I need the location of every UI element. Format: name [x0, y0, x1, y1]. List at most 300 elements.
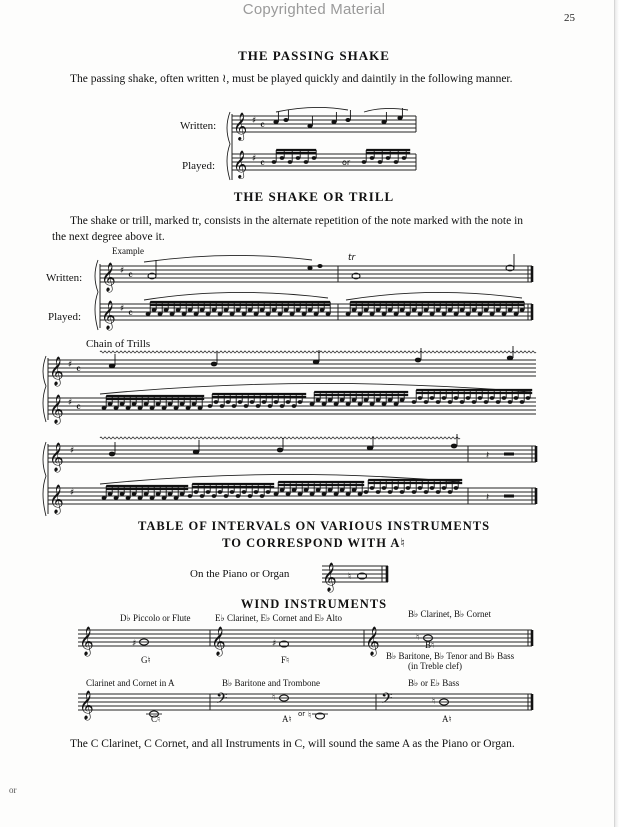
note-head [146, 312, 151, 316]
svg-text:𝄽: 𝄽 [486, 492, 490, 503]
note-head [200, 494, 205, 498]
note-head [472, 400, 477, 404]
svg-text:𝄴: 𝄴 [76, 363, 81, 376]
note-head [370, 402, 375, 406]
note-head [138, 406, 143, 410]
note-head [406, 312, 411, 316]
note-head [126, 406, 131, 410]
note-head [442, 486, 447, 490]
note-head [224, 308, 229, 312]
intervals-title-line1: TABLE OF INTERVALS ON VARIOUS INSTRUMENTS [137, 519, 491, 533]
note-head [298, 400, 303, 404]
note-head [230, 490, 235, 494]
note-head [278, 312, 283, 316]
note-head [406, 486, 411, 490]
note-head [114, 406, 119, 410]
note-head [296, 308, 301, 312]
note-head [326, 312, 331, 316]
note-head [430, 396, 435, 400]
note-head [108, 492, 113, 496]
svg-text:𝄴: 𝄴 [76, 401, 81, 414]
svg-text:𝄞: 𝄞 [49, 484, 64, 513]
note-head [370, 156, 375, 160]
note-head [370, 312, 375, 316]
note-head [180, 402, 185, 406]
note-head [292, 488, 297, 492]
note-head [109, 452, 115, 457]
note-head [460, 308, 465, 312]
svg-text:♮: ♮ [308, 711, 312, 721]
note-head [496, 400, 501, 404]
row1-note-1: G♮ [141, 655, 151, 665]
note-head [214, 400, 219, 404]
note-head [206, 312, 211, 316]
note-head [256, 404, 261, 408]
note-head [320, 308, 325, 312]
svg-text:𝄞: 𝄞 [49, 442, 64, 471]
svg-text:♯: ♯ [70, 446, 75, 456]
note-head [436, 308, 441, 312]
note-head [226, 400, 231, 404]
note-head [176, 308, 181, 312]
note-head [402, 156, 407, 160]
note-head [490, 396, 495, 400]
note-head [376, 398, 381, 402]
svg-text:𝄞: 𝄞 [49, 394, 64, 423]
note-head [272, 160, 277, 164]
svg-text:𝄞: 𝄞 [365, 626, 380, 655]
note-head [490, 312, 495, 316]
note-head [193, 450, 199, 455]
note-head [288, 160, 293, 164]
intervals-title-line2: TO CORRESPOND WITH A♮ [222, 536, 406, 550]
note-head [164, 308, 169, 312]
note-head [248, 308, 253, 312]
note-head [367, 446, 373, 451]
note-head [316, 488, 321, 492]
note-head [307, 124, 312, 128]
copyright-watermark: Copyrighted Material [242, 1, 386, 18]
note-head [340, 398, 345, 402]
note-head [460, 400, 465, 404]
note-head [436, 490, 441, 494]
note-head [156, 402, 161, 406]
note-head [394, 402, 399, 406]
row2-instrument-2: B♭ Baritone and Trombone [222, 678, 320, 688]
note-head [260, 494, 265, 498]
svg-text:𝄢: 𝄢 [216, 690, 228, 711]
note-head [277, 448, 283, 453]
note-head [424, 308, 429, 312]
note-head [208, 404, 213, 408]
note-head [236, 494, 241, 498]
note-head [109, 364, 115, 369]
note-head [345, 118, 350, 122]
note-head [331, 120, 336, 124]
svg-text:𝄞: 𝄞 [79, 690, 94, 719]
passing-written-label: Written: [180, 120, 217, 132]
note-head [400, 398, 405, 402]
note-head [292, 404, 297, 408]
svg-text:♯: ♯ [68, 398, 73, 408]
note-head [496, 308, 501, 312]
note-head [138, 496, 143, 500]
note-head [224, 494, 229, 498]
svg-text:♯: ♯ [132, 639, 137, 649]
note-head [412, 490, 417, 494]
note-head [280, 156, 285, 160]
note-head [400, 490, 405, 494]
row2-note-3: A♮ [442, 714, 452, 724]
note-head [340, 488, 345, 492]
note-head [388, 490, 393, 494]
piano-organ-label: On the Piano or Organ [190, 568, 290, 580]
svg-text:♯: ♯ [120, 304, 125, 314]
note-head [212, 308, 217, 312]
note-head [182, 312, 187, 316]
note-head [362, 160, 367, 164]
note-head [232, 404, 237, 408]
note-head [150, 496, 155, 500]
note-head [386, 156, 391, 160]
note-head [298, 492, 303, 496]
note-head [502, 312, 507, 316]
note-head [388, 308, 393, 312]
note-head [152, 308, 157, 312]
note-head [218, 312, 223, 316]
trill-played-label: Played: [48, 311, 81, 323]
note-head [448, 400, 453, 404]
svg-text:♯: ♯ [252, 154, 257, 164]
svg-text:𝄴: 𝄴 [128, 307, 133, 320]
note-head [454, 312, 459, 316]
note-head [472, 308, 477, 312]
note-head [304, 488, 309, 492]
note-head [144, 402, 149, 406]
note-head [346, 492, 351, 496]
note-head [328, 488, 333, 492]
chain-of-trills-music-1 [40, 348, 540, 428]
note-head [484, 400, 489, 404]
note-head [418, 486, 423, 490]
note-head [242, 490, 247, 494]
note-head [400, 308, 405, 312]
passing-or-mark: or [342, 158, 351, 167]
note-head [274, 492, 279, 496]
note-head [376, 490, 381, 494]
note-head [174, 406, 179, 410]
trill-text: The shake or trill, marked tr, consists in the alternate repetition of the note marked with the note in the next degree above it. [52, 215, 524, 243]
svg-text:𝄞: 𝄞 [322, 562, 337, 591]
svg-text:𝄴: 𝄴 [260, 157, 265, 170]
note-head [382, 402, 387, 406]
piano-organ-staff [318, 560, 398, 592]
note-head [230, 312, 235, 316]
svg-text:𝄞: 𝄞 [101, 262, 116, 291]
note-head [412, 308, 417, 312]
row2-instrument-1: Clarinet and Cornet in A [86, 678, 175, 688]
note-head [397, 116, 402, 120]
note-head [442, 396, 447, 400]
note-head [412, 400, 417, 404]
row1-note-3: B♮ [425, 640, 435, 650]
svg-text:𝄞: 𝄞 [101, 300, 116, 329]
svg-text:𝄢: 𝄢 [381, 690, 393, 711]
note-head [364, 398, 369, 402]
note-head [198, 406, 203, 410]
row1-instrument-3: B♭ Clarinet, B♭ Cornet [408, 609, 491, 619]
row1-instrument-1: D♭ Piccolo or Flute [120, 613, 191, 623]
note-head [262, 400, 267, 404]
page-edge [614, 0, 628, 827]
passing-played-label: Played: [182, 160, 215, 172]
intervals-footer-text: The C Clarinet, C Cornet, and all Instruments in C, will sound the same A as the Piano or Organ. [70, 738, 515, 750]
note-head [212, 494, 217, 498]
svg-text:♯: ♯ [70, 488, 75, 498]
chain-of-trills-label: Chain of Trills [86, 338, 151, 350]
note-head [174, 496, 179, 500]
note-head [218, 490, 223, 494]
svg-text:𝄞: 𝄞 [233, 112, 248, 140]
note-head [451, 444, 457, 449]
svg-text:𝄞: 𝄞 [211, 626, 226, 655]
note-head [352, 308, 357, 312]
note-head [514, 312, 519, 316]
note-head [248, 494, 253, 498]
svg-text:𝄞: 𝄞 [79, 626, 94, 655]
svg-text:or: or [298, 710, 306, 718]
note-head [436, 400, 441, 404]
chain-of-trills-music-2 [40, 432, 540, 522]
trill-written-label: Written: [46, 272, 83, 284]
note-head [200, 308, 205, 312]
note-head [394, 160, 399, 164]
note-head [418, 396, 423, 400]
note-head [272, 308, 277, 312]
note-head [520, 400, 525, 404]
note-head [364, 308, 369, 312]
note-head [283, 118, 288, 122]
note-head [274, 400, 279, 404]
note-head [526, 396, 531, 400]
note-head [507, 356, 513, 361]
note-head [478, 312, 483, 316]
note-head [192, 402, 197, 406]
note-head [442, 312, 447, 316]
note-head [242, 312, 247, 316]
note-head [266, 490, 271, 494]
svg-text:♯: ♯ [68, 360, 73, 370]
note-head [168, 492, 173, 496]
trill-example-music [92, 253, 542, 336]
row2-note-2: A♮ [282, 714, 292, 724]
note-head [394, 486, 399, 490]
row1-note-2: F♮ [281, 655, 290, 665]
note-head [280, 488, 285, 492]
svg-text:𝄞: 𝄞 [233, 150, 248, 178]
note-head [454, 486, 459, 490]
wind-instruments-title: WIND INSTRUMENTS [240, 597, 388, 611]
note-head [388, 398, 393, 402]
note-head [126, 496, 131, 500]
note-head [322, 492, 327, 496]
note-head [322, 402, 327, 406]
note-head [520, 308, 525, 312]
note-head [260, 308, 265, 312]
note-head [334, 402, 339, 406]
wind-row2-staff [76, 686, 536, 726]
note-head [352, 398, 357, 402]
note-head [211, 362, 217, 367]
note-head [310, 492, 315, 496]
note-head [502, 396, 507, 400]
note-head [424, 490, 429, 494]
slur [276, 107, 348, 112]
note-head [312, 156, 317, 160]
note-head [358, 402, 363, 406]
svg-text:𝄞: 𝄞 [49, 356, 64, 385]
note-head [304, 160, 309, 164]
passing-shake-title: THE PASSING SHAKE [238, 48, 390, 63]
trill-title: THE SHAKE OR TRILL [233, 189, 395, 204]
note-head [286, 492, 291, 496]
row1-instrument-2: E♭ Clarinet, E♭ Cornet and E♭ Alto [215, 613, 342, 623]
note-head [236, 308, 241, 312]
note-head [346, 312, 351, 316]
note-head [346, 402, 351, 406]
note-head [334, 492, 339, 496]
passing-shake-text: The passing shake, often written ≀, must be played quickly and daintily in the following manner. [70, 73, 513, 85]
note-head [376, 308, 381, 312]
note-head [273, 120, 278, 124]
note-head [454, 396, 459, 400]
note-head [158, 312, 163, 316]
note-head [250, 400, 255, 404]
note-head [370, 486, 375, 490]
note-head [316, 398, 321, 402]
note-head [302, 312, 307, 316]
svg-text:♮: ♮ [432, 697, 436, 707]
note-head [162, 406, 167, 410]
svg-text:♮: ♮ [348, 572, 352, 582]
note-head [188, 494, 193, 498]
note-head [266, 312, 271, 316]
trill-example-label: Example [112, 246, 144, 256]
row2-instrument-3: B♭ or E♭ Bass [408, 678, 460, 688]
svg-text:♮: ♮ [272, 693, 276, 703]
note-head [220, 404, 225, 408]
note-head [328, 398, 333, 402]
note-head [430, 486, 435, 490]
note-head [378, 160, 383, 164]
note-head [168, 402, 173, 406]
note-head [206, 490, 211, 494]
note-head [286, 400, 291, 404]
note-head [448, 308, 453, 312]
note-head [280, 404, 285, 408]
note-head [102, 406, 107, 410]
note-head [290, 312, 295, 316]
note-head [508, 308, 513, 312]
note-head [194, 490, 199, 494]
note-head [268, 404, 273, 408]
note-head [381, 120, 386, 124]
note-head [156, 492, 161, 496]
note-head [466, 396, 471, 400]
row1-extra-instruments: B♭ Baritone, B♭ Tenor and B♭ Bass [386, 651, 515, 661]
note-head [415, 358, 421, 363]
page-number: 25 [564, 12, 575, 24]
note-head [120, 492, 125, 496]
note-head [310, 402, 315, 406]
note-head [254, 490, 259, 494]
note-head [308, 308, 313, 312]
note-head [238, 400, 243, 404]
note-head [150, 406, 155, 410]
svg-text:♯: ♯ [252, 116, 257, 126]
note-head [188, 308, 193, 312]
svg-text:𝄴: 𝄴 [260, 119, 265, 132]
note-head [132, 402, 137, 406]
note-head [120, 402, 125, 406]
note-head [180, 492, 185, 496]
svg-text:♯: ♯ [272, 639, 277, 649]
note-head [478, 396, 483, 400]
note-head [296, 156, 301, 160]
passing-shake-music [224, 108, 424, 188]
note-head [132, 492, 137, 496]
note-head [162, 496, 167, 500]
note-head [170, 312, 175, 316]
slur [364, 108, 408, 112]
row2-note-1: C♮ [151, 714, 161, 724]
svg-text:♮: ♮ [416, 633, 420, 643]
note-head [114, 496, 119, 500]
note-head [144, 492, 149, 496]
note-head [448, 490, 453, 494]
trill-tr-mark: tr [348, 253, 356, 263]
note-head [514, 396, 519, 400]
note-head [484, 308, 489, 312]
note-head [313, 360, 319, 365]
note-head [358, 312, 363, 316]
note-head [314, 312, 319, 316]
note-head [466, 312, 471, 316]
corner-mark: or [9, 785, 17, 795]
row1-extra-note: (in Treble clef) [408, 661, 462, 671]
note-head [394, 312, 399, 316]
svg-text:𝄽: 𝄽 [486, 450, 490, 461]
note-head [186, 406, 191, 410]
note-head [284, 308, 289, 312]
note-head [430, 312, 435, 316]
note-head [418, 312, 423, 316]
svg-text:♯: ♯ [120, 266, 125, 276]
note-head [102, 496, 107, 500]
note-head [508, 400, 513, 404]
note-head [382, 312, 387, 316]
note-head [194, 312, 199, 316]
note-head [108, 402, 113, 406]
note-head [352, 488, 357, 492]
note-head [424, 400, 429, 404]
note-head [244, 404, 249, 408]
note-head [364, 490, 369, 494]
note-head [358, 492, 363, 496]
note-head [254, 312, 259, 316]
note-head [382, 486, 387, 490]
svg-text:𝄴: 𝄴 [128, 269, 133, 282]
